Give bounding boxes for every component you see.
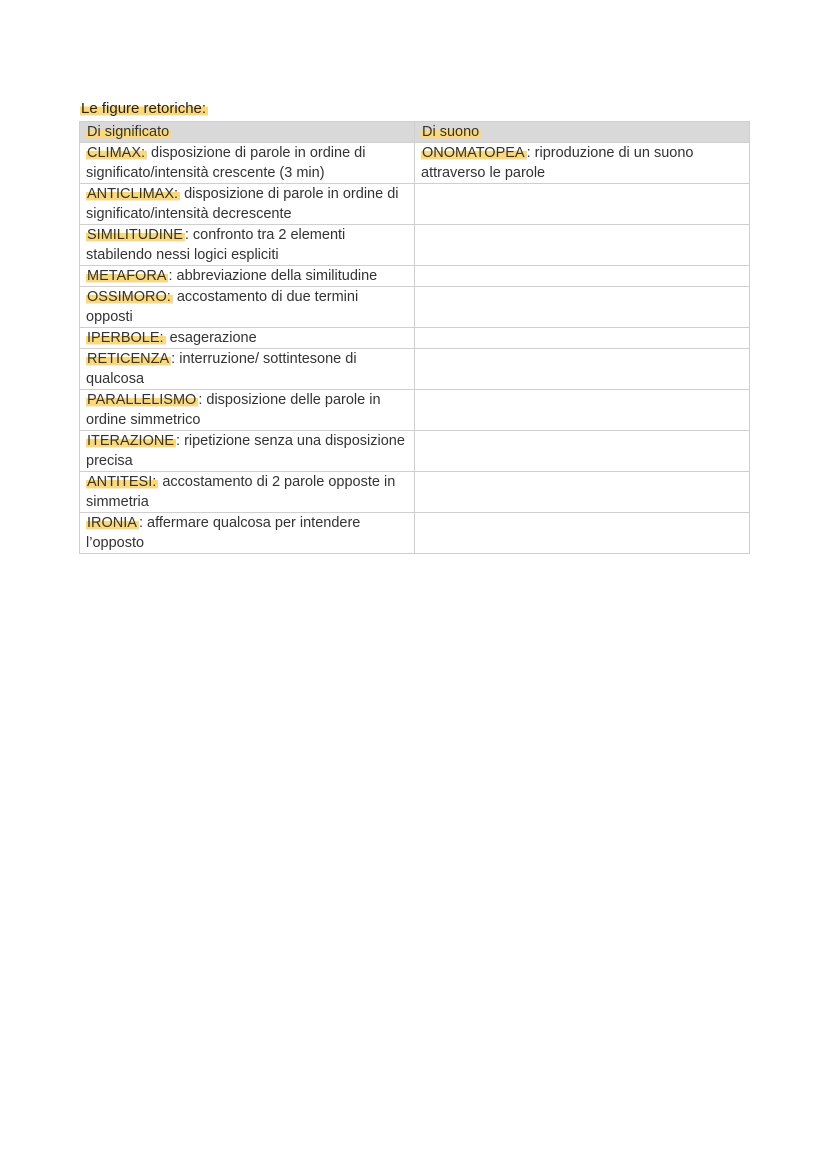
cell-parallelismo bbox=[80, 390, 415, 431]
definition-anticlimax: disposizione di parole in ordine di significato/intensità decrescente bbox=[86, 186, 399, 222]
term-antitesi: ANTITESI: bbox=[87, 474, 157, 490]
term-iperbole: IPERBOLE: bbox=[87, 330, 164, 346]
table-row bbox=[80, 287, 750, 328]
cell-anticlimax bbox=[80, 184, 415, 225]
empty-cell bbox=[415, 184, 750, 225]
empty-cell bbox=[415, 225, 750, 266]
table-row bbox=[80, 184, 750, 225]
table-row bbox=[80, 472, 750, 513]
table-row bbox=[80, 349, 750, 390]
table-row bbox=[80, 513, 750, 554]
cell-ossimoro bbox=[80, 287, 415, 328]
table-row bbox=[80, 431, 750, 472]
definition-similitudine: : confronto tra 2 elementi stabilendo nessi logici espliciti bbox=[86, 227, 346, 263]
table-row bbox=[80, 390, 750, 431]
term-parallelismo: PARALLELISMO bbox=[87, 392, 197, 408]
cell-similitudine bbox=[80, 225, 415, 266]
definition-ironia: : affermare qualcosa per intendere l’opposto bbox=[86, 515, 361, 551]
term-ossimoro: OSSIMORO: bbox=[87, 289, 171, 305]
empty-cell bbox=[415, 328, 750, 349]
definition-onomatopea: : riproduzione di un suono attraverso le parole bbox=[421, 145, 694, 181]
empty-cell bbox=[415, 287, 750, 328]
document-title bbox=[80, 99, 208, 119]
definition-reticenza: : interruzione/ sottintesone di qualcosa bbox=[86, 351, 357, 387]
definition-iterazione: : ripetizione senza una disposizione precisa bbox=[86, 433, 405, 469]
empty-cell bbox=[415, 472, 750, 513]
table-row bbox=[80, 328, 750, 349]
definition-parallelismo: : disposizione delle parole in ordine simmetrico bbox=[86, 392, 381, 428]
table-header-row bbox=[80, 122, 750, 143]
definition-climax: disposizione di parole in ordine di significato/intensità crescente (3 min) bbox=[86, 145, 366, 181]
definition-ossimoro: accostamento di due termini opposti bbox=[86, 289, 359, 325]
term-iterazione: ITERAZIONE bbox=[87, 433, 175, 449]
cell-metafora bbox=[80, 266, 415, 287]
cell-antitesi bbox=[80, 472, 415, 513]
term-onomatopea: ONOMATOPEA bbox=[422, 145, 525, 161]
term-metafora: METAFORA bbox=[87, 268, 167, 284]
cell-reticenza bbox=[80, 349, 415, 390]
cell-climax bbox=[80, 143, 415, 184]
definition-metafora: : abbreviazione della similitudine bbox=[168, 268, 378, 284]
header-significato: Di significato bbox=[80, 122, 415, 143]
definition-antitesi: accostamento di 2 parole opposte in simmetria bbox=[86, 474, 396, 510]
cell-onomatopea bbox=[415, 143, 750, 184]
empty-cell bbox=[415, 349, 750, 390]
definition-iperbole: esagerazione bbox=[165, 330, 257, 346]
title-text: Le figure retoriche: bbox=[81, 100, 207, 117]
term-climax: CLIMAX: bbox=[87, 145, 146, 161]
empty-cell bbox=[415, 266, 750, 287]
figures-table bbox=[79, 121, 750, 554]
empty-cell bbox=[415, 390, 750, 431]
empty-cell bbox=[415, 431, 750, 472]
term-reticenza: RETICENZA bbox=[87, 351, 170, 367]
cell-ironia bbox=[80, 513, 415, 554]
header-suono: Di suono bbox=[415, 122, 750, 143]
table-row bbox=[80, 225, 750, 266]
cell-iperbole bbox=[80, 328, 415, 349]
empty-cell bbox=[415, 513, 750, 554]
table-row bbox=[80, 143, 750, 184]
term-similitudine: SIMILITUDINE bbox=[87, 227, 183, 243]
term-anticlimax: ANTICLIMAX: bbox=[87, 186, 179, 202]
cell-iterazione bbox=[80, 431, 415, 472]
table-row bbox=[80, 266, 750, 287]
term-ironia: IRONIA bbox=[87, 515, 137, 531]
